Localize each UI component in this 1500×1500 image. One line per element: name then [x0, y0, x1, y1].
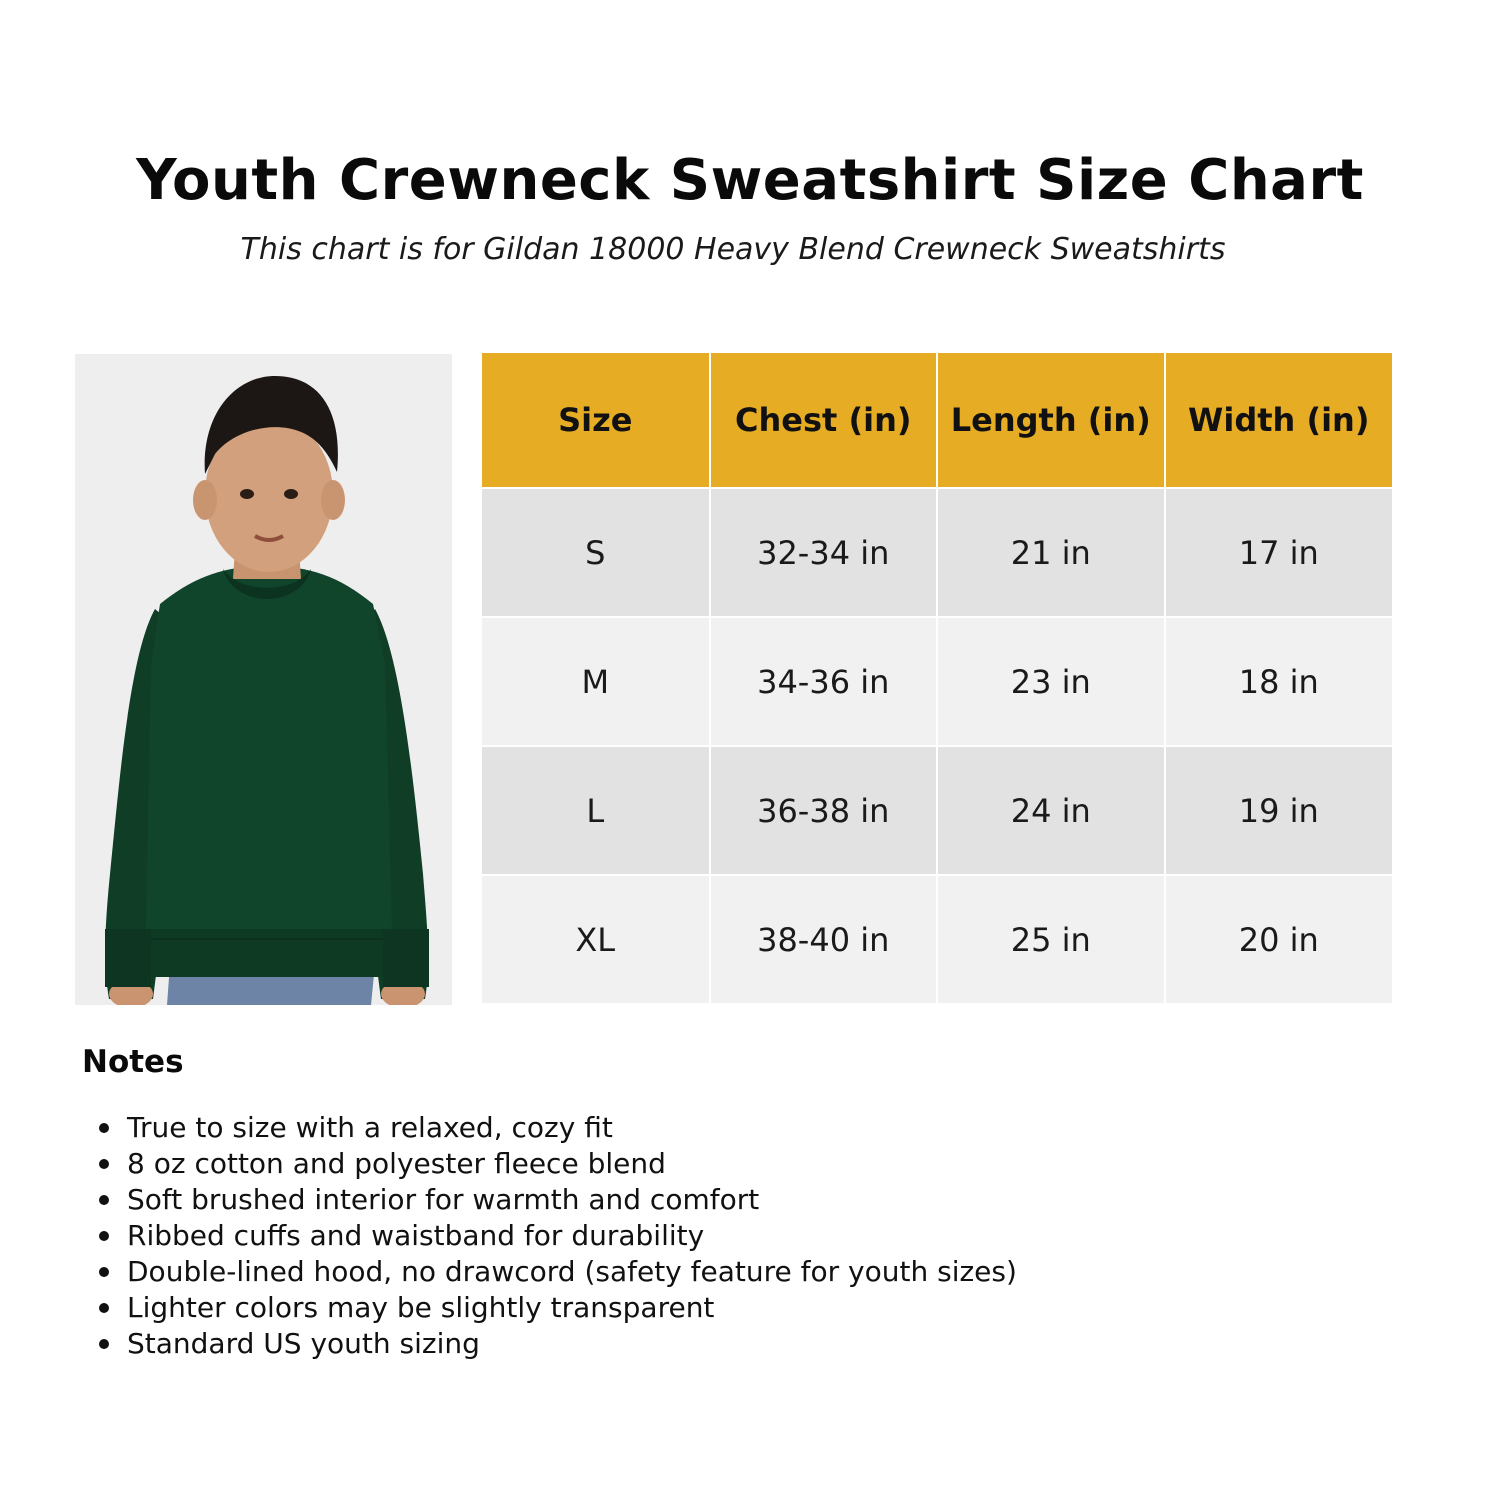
note-text: Soft brushed interior for warmth and comfort [127, 1183, 760, 1216]
cell-chest: 32-34 in [710, 488, 938, 617]
bullet-icon [99, 1159, 109, 1169]
page-title: Youth Crewneck Sweatshirt Size Chart [136, 148, 1364, 213]
table-row [482, 746, 1392, 875]
note-text: Double-lined hood, no drawcord (safety feature for youth sizes) [127, 1255, 1017, 1288]
cell-width: 18 in [1165, 617, 1393, 746]
header-chest: Chest (in) [710, 353, 938, 488]
note-text: Ribbed cuffs and waistband for durability [127, 1219, 705, 1252]
header-length: Length (in) [937, 353, 1165, 488]
table-row [482, 488, 1392, 617]
list-item [96, 1110, 1396, 1146]
page-subtitle: This chart is for Gildan 18000 Heavy Blend Crewneck Sweatshirts [240, 232, 1226, 267]
size-chart-table [482, 353, 1392, 1003]
youth-model-illustration [75, 354, 452, 1005]
cell-width: 20 in [1165, 875, 1393, 1003]
list-item [96, 1218, 1396, 1254]
cell-width: 19 in [1165, 746, 1393, 875]
cell-length: 21 in [937, 488, 1165, 617]
note-text: Lighter colors may be slightly transparent [127, 1291, 715, 1324]
header-width: Width (in) [1165, 353, 1393, 488]
bullet-icon [99, 1267, 109, 1277]
youth-model-photo [75, 354, 452, 1005]
note-text: True to size with a relaxed, cozy fit [127, 1111, 613, 1144]
table-row [482, 875, 1392, 1003]
cell-length: 23 in [937, 617, 1165, 746]
cell-size: XL [482, 875, 710, 1003]
cell-chest: 36-38 in [710, 746, 938, 875]
bullet-icon [99, 1123, 109, 1133]
bullet-icon [99, 1339, 109, 1349]
table-header-row [482, 353, 1392, 488]
note-text: 8 oz cotton and polyester fleece blend [127, 1147, 666, 1180]
bullet-icon [99, 1303, 109, 1313]
cell-size: M [482, 617, 710, 746]
notes-heading: Notes [82, 1044, 184, 1080]
bullet-icon [99, 1231, 109, 1241]
list-item [96, 1146, 1396, 1182]
cell-chest: 34-36 in [710, 617, 938, 746]
list-item [96, 1254, 1396, 1290]
list-item [96, 1326, 1396, 1362]
cell-width: 17 in [1165, 488, 1393, 617]
cell-size: L [482, 746, 710, 875]
cell-length: 24 in [937, 746, 1165, 875]
table-row [482, 617, 1392, 746]
cell-chest: 38-40 in [710, 875, 938, 1003]
cell-length: 25 in [937, 875, 1165, 1003]
bullet-icon [99, 1195, 109, 1205]
notes-list [96, 1110, 1396, 1362]
note-text: Standard US youth sizing [127, 1327, 480, 1360]
list-item [96, 1290, 1396, 1326]
list-item [96, 1182, 1396, 1218]
header-size: Size [482, 353, 710, 488]
cell-size: S [482, 488, 710, 617]
